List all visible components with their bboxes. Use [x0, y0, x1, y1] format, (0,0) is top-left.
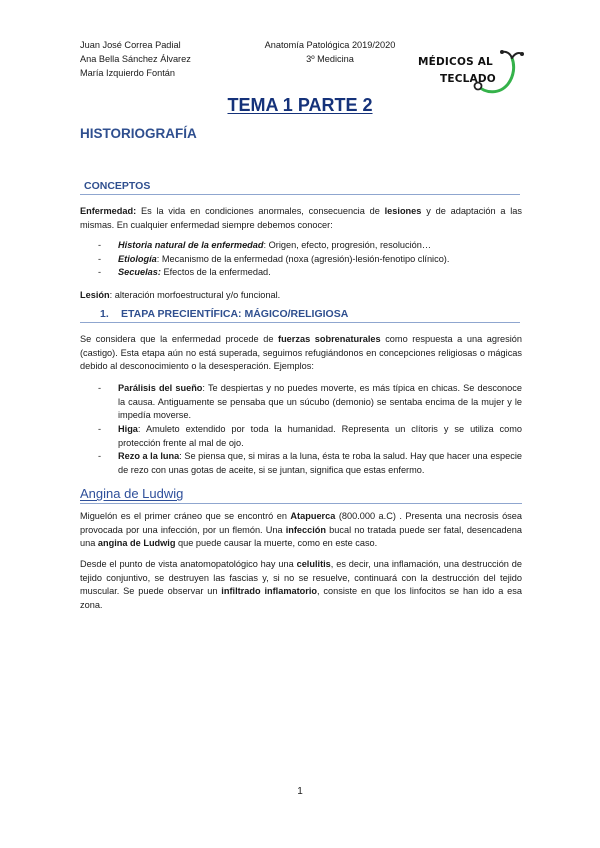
list-dash: -	[98, 451, 102, 461]
enfermedad-label: Enfermedad:	[80, 206, 137, 216]
etapa-intro	[80, 333, 522, 374]
list-dash: -	[98, 267, 102, 277]
list-dash: -	[98, 240, 102, 250]
author-name: Ana Bella Sánchez Álvarez	[80, 54, 191, 64]
text-run-bold: Atapuerca	[290, 511, 336, 521]
angina-heading	[80, 486, 522, 504]
text-run: , consiste en que los linfocitos se han ido a esa zona.	[80, 586, 522, 610]
list-item	[98, 423, 522, 450]
lesion-label: Lesión	[80, 290, 110, 300]
conceptos-heading	[80, 180, 520, 195]
conceptos-heading-text: CONCEPTOS	[84, 180, 151, 192]
list-dash: -	[98, 254, 102, 264]
list-dash: -	[98, 383, 102, 393]
angina-heading-text: Angina de Ludwig	[80, 486, 184, 501]
text-run: y de adaptación a las mismas. En cualquier enfermedad siempre debemos conocer:	[80, 206, 522, 230]
lesion-text: : alteración morfoestructural y/o funcional.	[109, 290, 281, 300]
lesion-paragraph	[80, 289, 522, 303]
text-run: Se considera que la enfermedad procede de	[80, 334, 279, 344]
list-item-text: : Se piensa que, si miras a la luna, ésta te roba la salud. Hay que hacer una especie de rezo con unas gotas de aceite, si se juntan, significa que estas enfermo.	[118, 451, 522, 475]
course-name: Anatomía Patológica 2019/2020	[264, 40, 396, 50]
list-item-text: : Te despiertas y no puedes moverte, es más típica en chicas. Se desconoce la causa. Antiguamente se pensaba que un súcubo (demonio) se sentaba encima de la mujer y le impedía moverse.	[118, 383, 522, 421]
list-item-term: Secuelas:	[118, 267, 161, 277]
stethoscope-icon	[416, 44, 526, 96]
list-item-text: Efectos de la enfermedad.	[160, 267, 271, 277]
list-item-term: Higa	[118, 424, 138, 434]
angina-paragraph-1	[80, 510, 522, 551]
list-item-text: : Amuleto extendido por toda la humanidad. Representa un clítoris y se utiliza como protección frente al mal de ojo.	[118, 424, 522, 448]
text-run: como respuesta a una agresión (castigo). Esta etapa aún no está superada, seguimos refugiándonos en concepciones religiosas o mágicas debido al desconocimiento o la desesperación. Ejemplos:	[80, 334, 522, 372]
medicos-al-teclado-logo	[416, 44, 526, 96]
enfermedad-paragraph	[80, 205, 522, 232]
etapa-title: ETAPA PRECIENTÍFICA: MÁGICO/RELIGIOSA	[121, 308, 349, 320]
text-run: bucal no tratada puede ser fatal, desencadena una	[80, 524, 522, 549]
text-run-bold: fuerzas sobrenaturales	[278, 334, 381, 344]
text-run: Desde el punto de vista anatomopatológico hay una	[80, 559, 297, 569]
text-run-bold: infección	[285, 524, 327, 535]
text-run: (800.000 a.C) . Presenta una necrosis ósea provocada por una infección, por un flemón. Una	[80, 511, 522, 535]
text-run: que puede causar la muerte, como en este caso.	[175, 538, 378, 549]
authors-block	[80, 38, 191, 80]
list-item-term: Parálisis del sueño	[118, 383, 203, 393]
list-dash: -	[98, 424, 102, 434]
page-number: 1	[297, 786, 303, 797]
list-item-text: : Mecanismo de la enfermedad (noxa (agresión)-lesión-fenotipo clínico).	[156, 254, 450, 264]
list-item-term: Rezo a la luna	[118, 451, 180, 461]
etapa-heading	[80, 308, 520, 323]
list-item	[98, 382, 522, 423]
text-run: Es la vida en condiciones anormales, consecuencia de	[136, 206, 385, 216]
etapa-number: 1.	[100, 308, 109, 320]
text-run-bold: lesiones	[384, 206, 422, 216]
text-run-bold: celulitis	[296, 559, 331, 569]
section-title: HISTORIOGRAFÍA	[80, 126, 197, 141]
text-run-bold: angina de Ludwig	[97, 538, 176, 549]
list-item-text: : Origen, efecto, progresión, resolución…	[263, 240, 432, 250]
course-block	[250, 38, 410, 66]
page-title: TEMA 1 PARTE 2	[227, 95, 373, 115]
list-item-term: Historia natural de la enfermedad	[118, 240, 264, 250]
author-name: María Izquierdo Fontán	[80, 68, 175, 78]
list-item	[98, 253, 522, 267]
logo-text-line1: MÉDICOS AL	[418, 56, 493, 68]
logo-text-line2: TECLADO	[440, 73, 496, 85]
text-run: , es decir, una inflamación, una destrucción de tejido conjuntivo, se destruyen las fascias y, si no se resuelve, continuará con la destrucción del tejido muscular. Se puede observar un	[80, 559, 523, 597]
author-name: Juan José Correa Padial	[80, 40, 181, 50]
list-item	[98, 450, 522, 477]
list-item	[98, 266, 522, 280]
angina-paragraph-2	[80, 558, 522, 612]
list-item-term: Etiología	[118, 254, 157, 264]
course-level: 3º Medicina	[306, 54, 354, 64]
text-run: Miguelón es el primer cráneo que se encontró en	[80, 511, 291, 521]
text-run-bold: infiltrado inflamatorio	[221, 586, 318, 597]
list-item	[98, 239, 522, 253]
